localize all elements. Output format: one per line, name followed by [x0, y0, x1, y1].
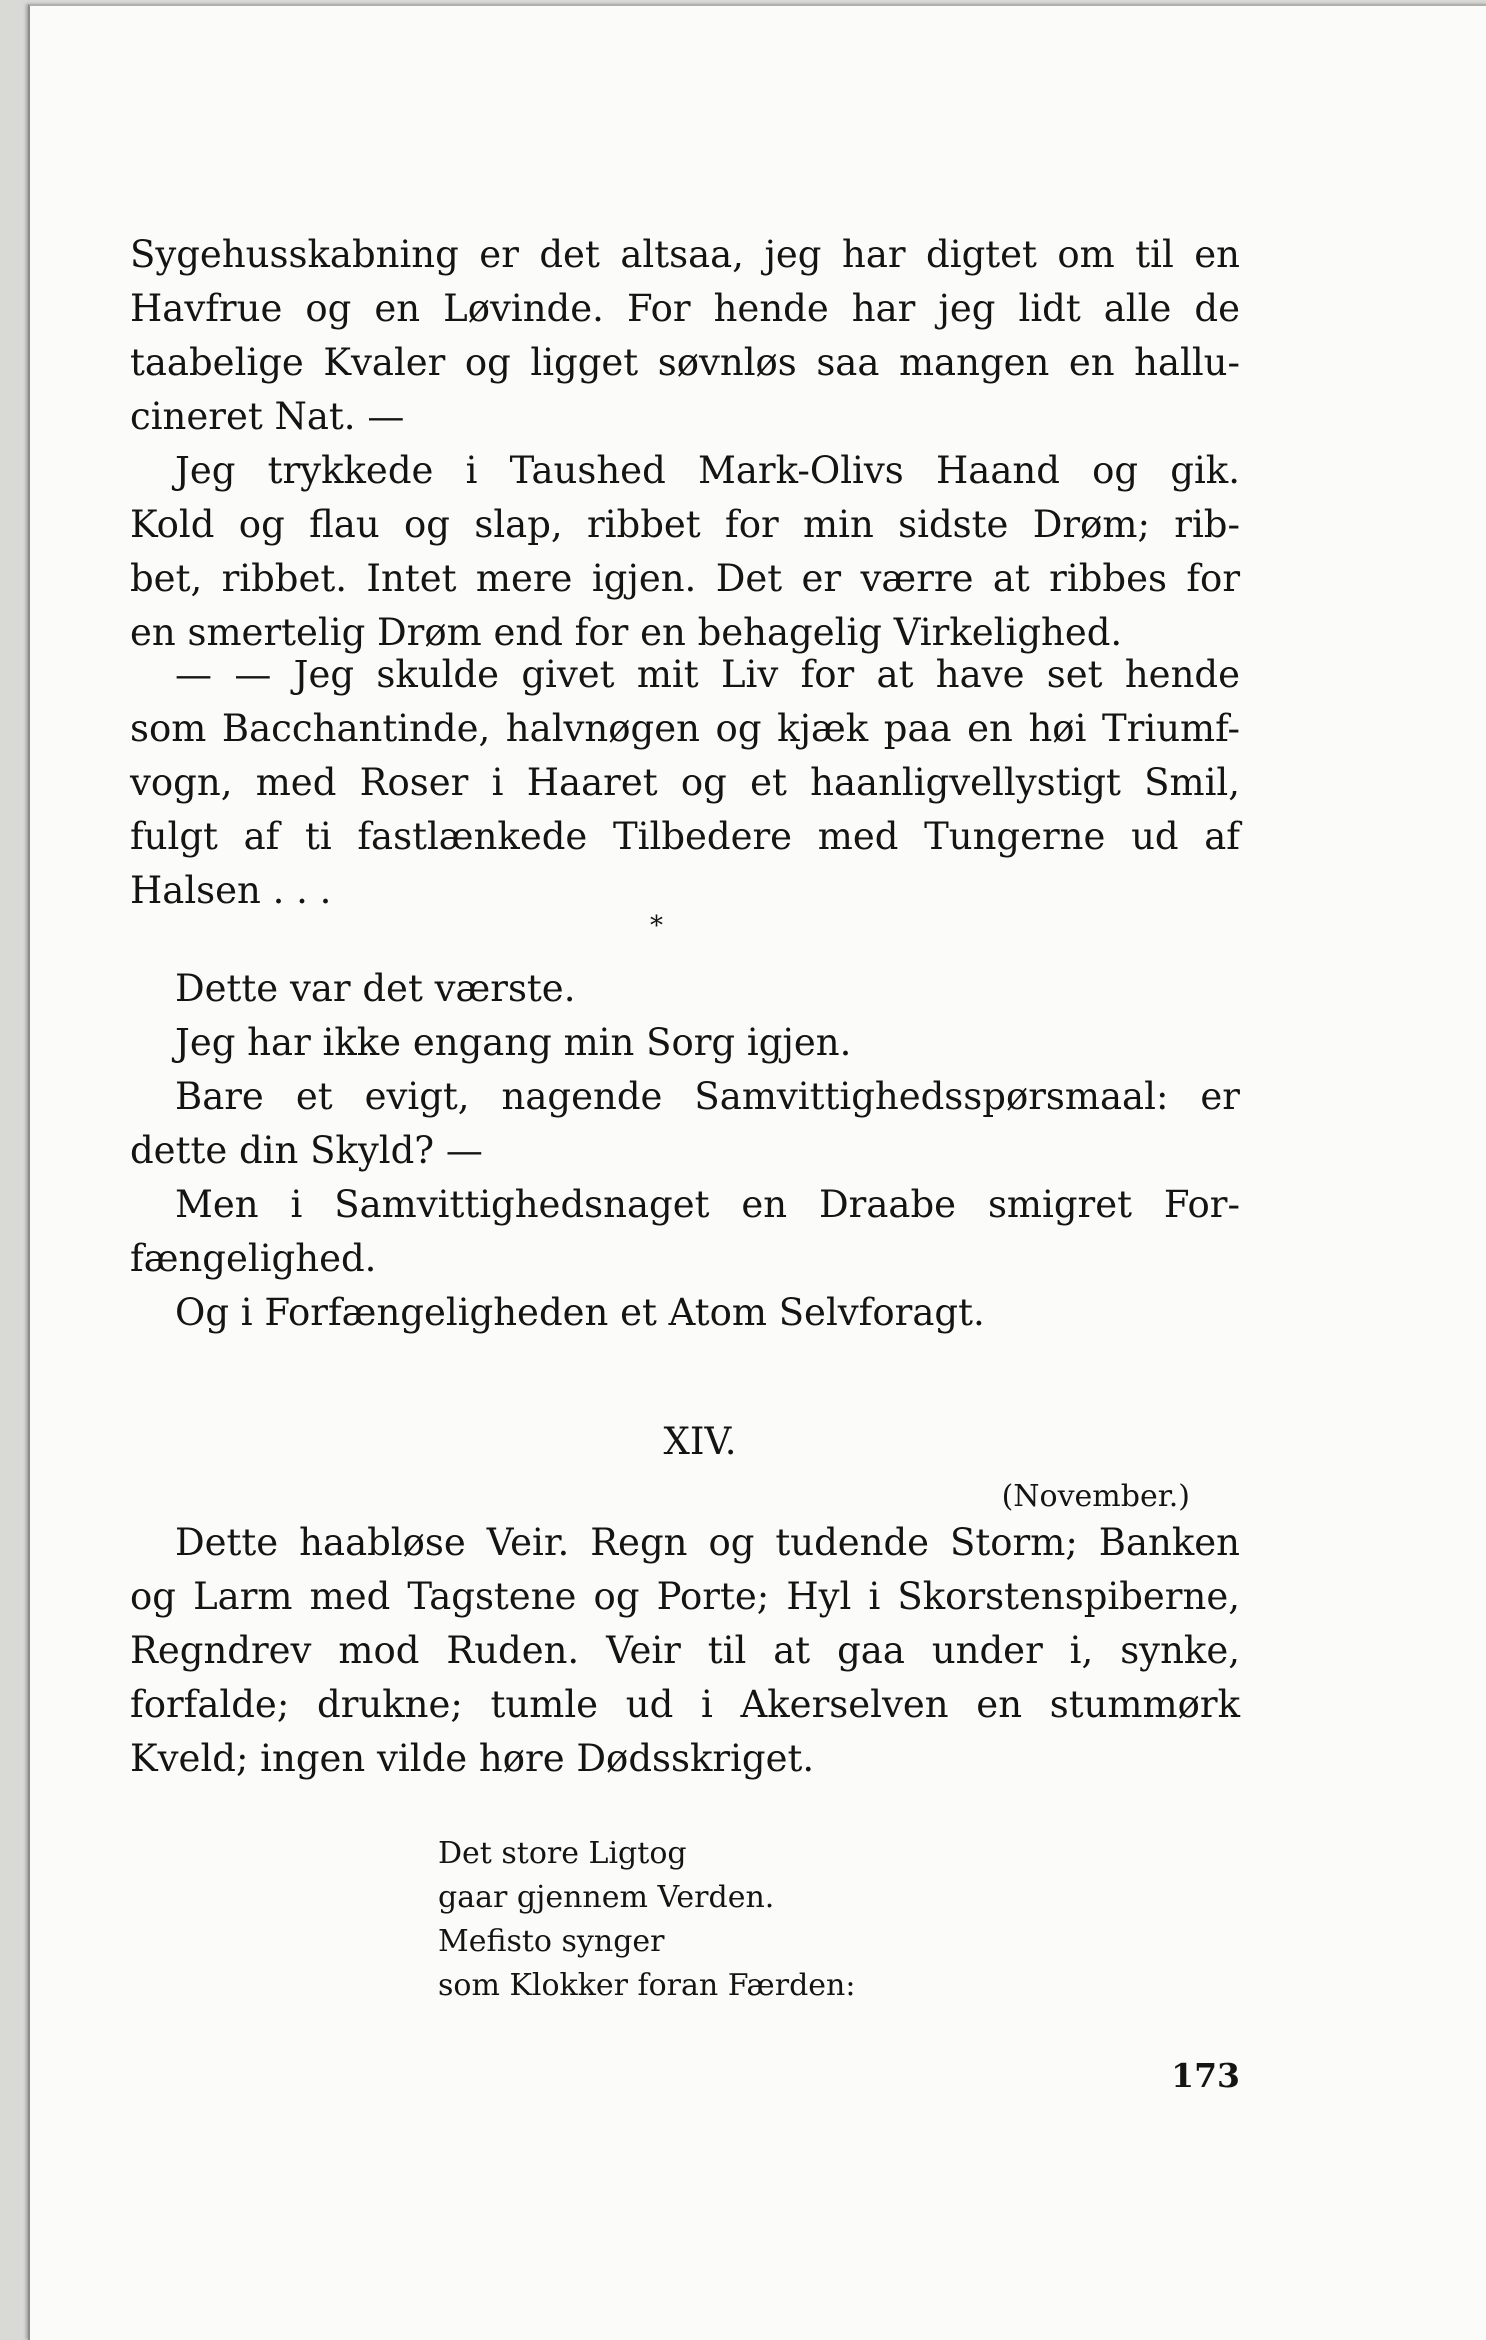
text-line: Regndrev mod Ruden. Veir til at gaa under i, synke, — [130, 1629, 1240, 1672]
text-line: Jeg trykkede i Taushed Mark-Olivs Haand og gik. — [175, 449, 1240, 492]
text-line: Men i Samvittighedsnaget en Draabe smigret For- — [175, 1183, 1240, 1226]
text-line: Halsen . . . — [130, 869, 332, 912]
paragraph-2 — [130, 444, 1240, 660]
asterisk-separator: * — [650, 911, 663, 941]
text-line: Jeg har ikke engang min Sorg igjen. — [175, 1021, 852, 1064]
chapter-date: (November.) — [1001, 1479, 1190, 1514]
section-separator — [130, 906, 1240, 946]
text-line: Og i Forfængeligheden et Atom Selvforagt. — [175, 1291, 985, 1334]
text-line: en smertelig Drøm end for en behagelig Virkelighed. — [130, 611, 1123, 654]
text-line: forfalde; drukne; tumle ud i Akerselven en stummørk — [130, 1683, 1240, 1726]
text-line: taabelige Kvaler og ligget søvnløs saa mangen en hallu- — [130, 341, 1240, 384]
text-line: Sygehusskabning er det altsaa, jeg har digtet om til en — [130, 233, 1240, 276]
paragraph-9 — [130, 1516, 1240, 1786]
page-number: 173 — [1171, 2056, 1240, 2095]
text-line: Kveld; ingen vilde høre Dødsskriget. — [130, 1737, 815, 1780]
paragraph-group — [130, 962, 1240, 1340]
text-line: Havfrue og en Løvinde. For hende har jeg lidt alle de — [130, 287, 1240, 330]
text-line: fængelighed. — [130, 1237, 377, 1280]
paragraph-3 — [130, 648, 1240, 918]
verse-line: Det store Ligtog — [438, 1836, 687, 1871]
text-line: som Bacchantinde, halvnøgen og kjæk paa en høi Triumf- — [130, 707, 1240, 750]
book-page — [28, 4, 1486, 2340]
text-line: vogn, med Roser i Haaret og et haanligvellystigt Smil, — [130, 761, 1240, 804]
text-line: Bare et evigt, nagende Samvittighedsspørsmaal: er — [175, 1075, 1240, 1118]
text-line: — — Jeg skulde givet mit Liv for at have set hende — [175, 653, 1240, 696]
chapter-heading: XIV. — [663, 1420, 737, 1463]
text-line: og Larm med Tagstene og Porte; Hyl i Skorstenspiberne, — [130, 1575, 1240, 1618]
text-line: dette din Skyld? — — [130, 1129, 483, 1172]
verse-line: som Klokker foran Færden: — [438, 1968, 856, 2003]
text-line: cineret Nat. — — [130, 395, 405, 438]
paragraph-1 — [130, 228, 1240, 444]
chapter-header — [130, 1414, 1240, 1524]
verse-line: Mefisto synger — [438, 1924, 665, 1959]
text-line: bet, ribbet. Intet mere igjen. Det er værre at ribbes for — [130, 557, 1240, 600]
text-line: Dette var det værste. — [175, 967, 576, 1010]
verse-block — [438, 1832, 1038, 2008]
text-line: Kold og flau og slap, ribbet for min sidste Drøm; rib- — [130, 503, 1240, 546]
text-line: Dette haabløse Veir. Regn og tudende Storm; Banken — [175, 1521, 1240, 1564]
text-line: fulgt af ti fastlænkede Tilbedere med Tungerne ud af — [130, 815, 1240, 858]
verse-line: gaar gjennem Verden. — [438, 1880, 775, 1915]
